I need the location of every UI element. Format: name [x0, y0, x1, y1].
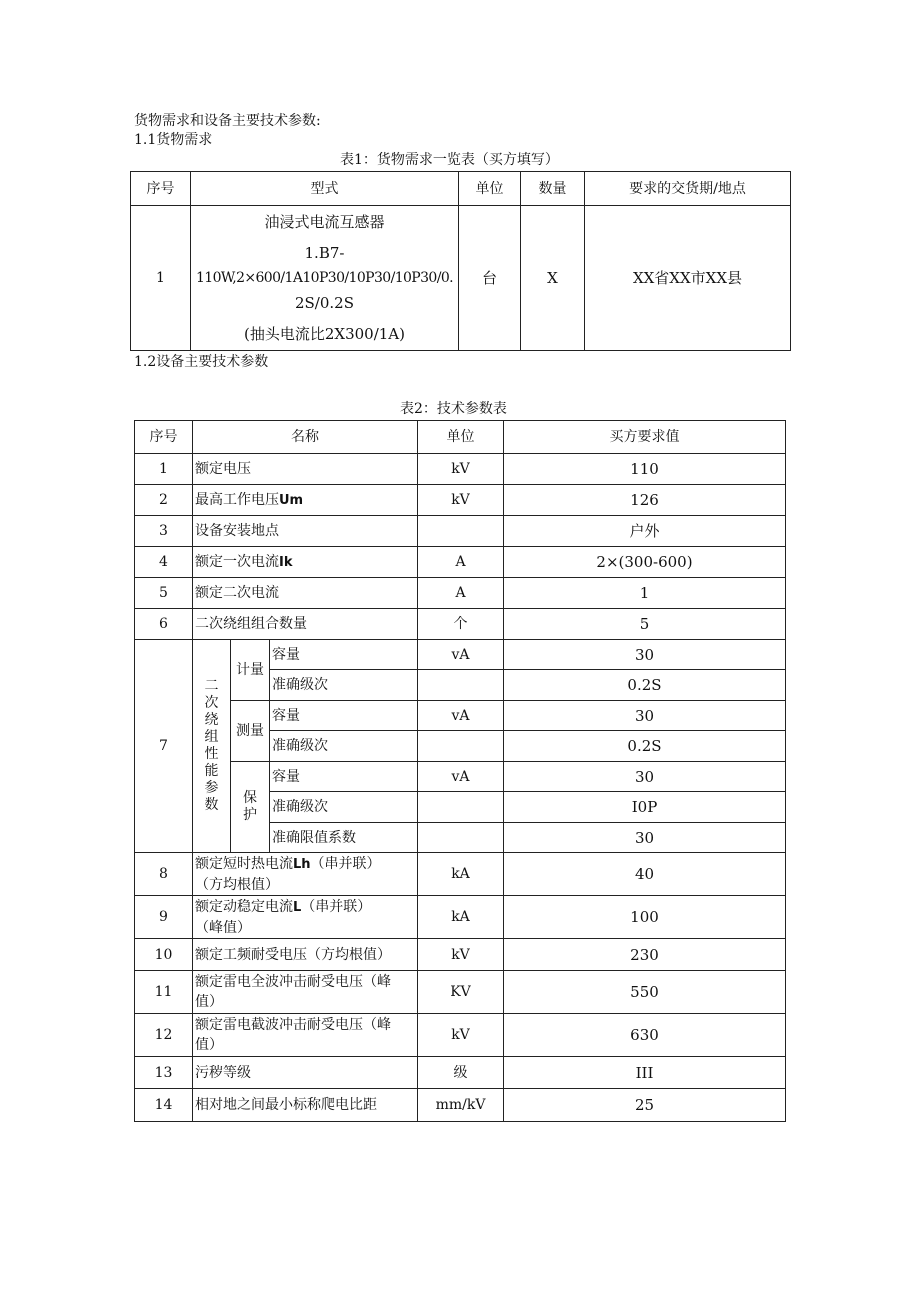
- table-row: [135, 1057, 786, 1089]
- row-name-text: 额定雷电截波冲击耐受电压（峰: [195, 1017, 391, 1033]
- section-1-2-heading: 1.2设备主要技术参数: [134, 354, 269, 370]
- table-row: [135, 547, 786, 578]
- t1-model-line5: (抽头电流比2X300/1A): [244, 324, 405, 343]
- table-row: [135, 454, 786, 485]
- t2-header-no: 序号: [135, 421, 193, 454]
- row-unit: kV: [418, 485, 504, 516]
- table-row: [135, 896, 786, 939]
- row-value: 110: [504, 454, 786, 485]
- row-no: 11: [135, 971, 193, 1014]
- row-unit: KV: [418, 971, 504, 1014]
- measuring-label: 测量: [231, 701, 270, 762]
- group-char: 能: [204, 763, 219, 779]
- metering-accuracy-unit: [418, 670, 504, 701]
- row-value: 户外: [504, 516, 786, 547]
- row-name-text: 额定一次电流: [195, 553, 279, 570]
- row-name-line2: （峰值）: [195, 919, 251, 936]
- row-name-suffix: （串并联）: [301, 898, 372, 915]
- row-unit: [418, 516, 504, 547]
- protection-accuracy-unit: [418, 792, 504, 823]
- row-value: 25: [504, 1089, 786, 1122]
- group-char: 数: [204, 797, 219, 813]
- row-name-text: 额定雷电全波冲击耐受电压（峰: [195, 974, 391, 990]
- row-name: 额定二次电流: [193, 578, 418, 609]
- row-unit: kV: [418, 1014, 504, 1057]
- row-no: 4: [135, 547, 193, 578]
- row-name: 污秽等级: [193, 1057, 418, 1089]
- row-value: 100: [504, 896, 786, 939]
- t1-row-model: [191, 206, 459, 351]
- row-unit: A: [418, 547, 504, 578]
- metering-accuracy-value: 0.2S: [504, 670, 786, 701]
- protection-capacity-unit: vA: [418, 762, 504, 792]
- row-unit: 个: [418, 609, 504, 640]
- measuring-accuracy-value: 0.2S: [504, 731, 786, 762]
- tech-params-table: [134, 420, 786, 1122]
- group-char: 二: [204, 678, 219, 694]
- protection-capacity-label: 容量: [270, 762, 418, 792]
- row-name: [193, 1014, 418, 1057]
- t1-header-delivery: 要求的交货期/地点: [585, 172, 791, 206]
- row-name-symbol: Um: [279, 492, 304, 508]
- row-name-text: 最高工作电压: [195, 491, 279, 508]
- row-name: 相对地之间最小标称爬电比距: [193, 1089, 418, 1122]
- t2-header-name: 名称: [193, 421, 418, 454]
- metering-capacity-value: 30: [504, 640, 786, 670]
- row-value: 5: [504, 609, 786, 640]
- protection-label-char: 保: [243, 790, 257, 806]
- table-row: [135, 939, 786, 971]
- row-name-line2: （方均根值）: [195, 876, 279, 893]
- group-char: 次: [204, 695, 219, 711]
- row-name: [193, 896, 418, 939]
- row-value: 126: [504, 485, 786, 516]
- group-char: 性: [204, 746, 219, 762]
- table-row: [135, 485, 786, 516]
- table-row: [135, 853, 786, 896]
- table1-row: [131, 206, 791, 351]
- measuring-capacity-label: 容量: [270, 701, 418, 731]
- table2-header-row: [135, 421, 786, 454]
- t1-header-unit: 单位: [459, 172, 521, 206]
- row-name-symbol: Ik: [279, 554, 293, 570]
- metering-label: 计量: [231, 640, 270, 701]
- row-name: 二次绕组组合数量: [193, 609, 418, 640]
- protection-accuracy-value: I0P: [504, 792, 786, 823]
- t1-model-line4: 2S/0.2S: [294, 293, 354, 312]
- row-unit: A: [418, 578, 504, 609]
- protection-alf-unit: [418, 823, 504, 853]
- metering-capacity-label: 容量: [270, 640, 418, 670]
- row-no: 5: [135, 578, 193, 609]
- row-value: 40: [504, 853, 786, 896]
- t1-header-qty: 数量: [521, 172, 585, 206]
- row7-group-label: [193, 640, 231, 853]
- t1-header-model: 型式: [191, 172, 459, 206]
- row-name: [193, 485, 418, 516]
- metering-capacity-unit: vA: [418, 640, 504, 670]
- row-no: 14: [135, 1089, 193, 1122]
- row7-measuring-capacity: [135, 701, 786, 731]
- section-1-1-heading: 1.1货物需求: [134, 132, 213, 148]
- table1-header-row: [131, 172, 791, 206]
- row-no: 9: [135, 896, 193, 939]
- row-unit: kA: [418, 853, 504, 896]
- protection-accuracy-label: 准确级次: [270, 792, 418, 823]
- row-no: 6: [135, 609, 193, 640]
- row-name: 设备安装地点: [193, 516, 418, 547]
- group-char: 组: [204, 729, 219, 745]
- row-value: 550: [504, 971, 786, 1014]
- row-no: 10: [135, 939, 193, 971]
- row-no: 8: [135, 853, 193, 896]
- t1-row-qty: X: [521, 206, 585, 351]
- row-unit: kA: [418, 896, 504, 939]
- measuring-accuracy-unit: [418, 731, 504, 762]
- t1-model-line2: 1.B7-: [304, 243, 345, 262]
- row-value: 1: [504, 578, 786, 609]
- table-row: [135, 516, 786, 547]
- row-value: III: [504, 1057, 786, 1089]
- protection-alf-value: 30: [504, 823, 786, 853]
- row-unit: kV: [418, 939, 504, 971]
- group-char: 绕: [204, 712, 219, 728]
- row-unit: 级: [418, 1057, 504, 1089]
- row-name: 额定工频耐受电压（方均根值）: [193, 939, 418, 971]
- table-row: [135, 578, 786, 609]
- row-unit: mm/kV: [418, 1089, 504, 1122]
- measuring-capacity-unit: vA: [418, 701, 504, 731]
- row-no: 1: [135, 454, 193, 485]
- row-name: 额定电压: [193, 454, 418, 485]
- row-value: 630: [504, 1014, 786, 1057]
- t2-header-unit: 单位: [418, 421, 504, 454]
- protection-label-char: 护: [243, 807, 257, 823]
- row-value: 230: [504, 939, 786, 971]
- protection-label: [231, 762, 270, 853]
- table1-caption: 表1：货物需求一览表（买方填写）: [340, 152, 559, 168]
- group-char: 参: [204, 780, 219, 796]
- protection-capacity-value: 30: [504, 762, 786, 792]
- row-no: 3: [135, 516, 193, 547]
- row-name-symbol: Lh: [293, 856, 311, 872]
- row-name-text: 额定短时热电流: [195, 855, 293, 872]
- measuring-capacity-value: 30: [504, 701, 786, 731]
- measuring-accuracy-label: 准确级次: [270, 731, 418, 762]
- row7-metering-capacity: [135, 640, 786, 670]
- row-name: [193, 547, 418, 578]
- table-row: [135, 1089, 786, 1122]
- table2-caption: 表2：技术参数表: [400, 401, 507, 417]
- row-unit: kV: [418, 454, 504, 485]
- table-row: [135, 609, 786, 640]
- t2-header-value: 买方要求值: [504, 421, 786, 454]
- t1-row-delivery: XX省XX市XX县: [585, 206, 791, 351]
- t1-row-no: 1: [131, 206, 191, 351]
- row7-no: 7: [135, 640, 193, 853]
- row-name-text: 额定动稳定电流: [195, 898, 293, 915]
- row-name-symbol: L: [293, 899, 302, 915]
- row-no: 13: [135, 1057, 193, 1089]
- protection-alf-label: 准确限值系数: [270, 823, 418, 853]
- table-row: [135, 1014, 786, 1057]
- row-name-line2: 值）: [195, 1037, 223, 1053]
- section-title: 货物需求和设备主要技术参数:: [134, 113, 321, 129]
- t1-model-line3: 110W,2×600/1A10P30/10P30/10P30/0.: [195, 269, 454, 286]
- row7-protection-capacity: [135, 762, 786, 792]
- row-name: [193, 971, 418, 1014]
- row-name: [193, 853, 418, 896]
- row-name-suffix: （串并联）: [310, 855, 381, 872]
- row-name-line2: 值）: [195, 994, 223, 1010]
- t1-header-no: 序号: [131, 172, 191, 206]
- t1-row-unit: 台: [459, 206, 521, 351]
- table-row: [135, 971, 786, 1014]
- row-no: 2: [135, 485, 193, 516]
- t1-model-line1: 油浸式电流互感器: [264, 212, 385, 231]
- goods-demand-table: [130, 171, 791, 351]
- row-no: 12: [135, 1014, 193, 1057]
- metering-accuracy-label: 准确级次: [270, 670, 418, 701]
- row-value: 2×(300-600): [504, 547, 786, 578]
